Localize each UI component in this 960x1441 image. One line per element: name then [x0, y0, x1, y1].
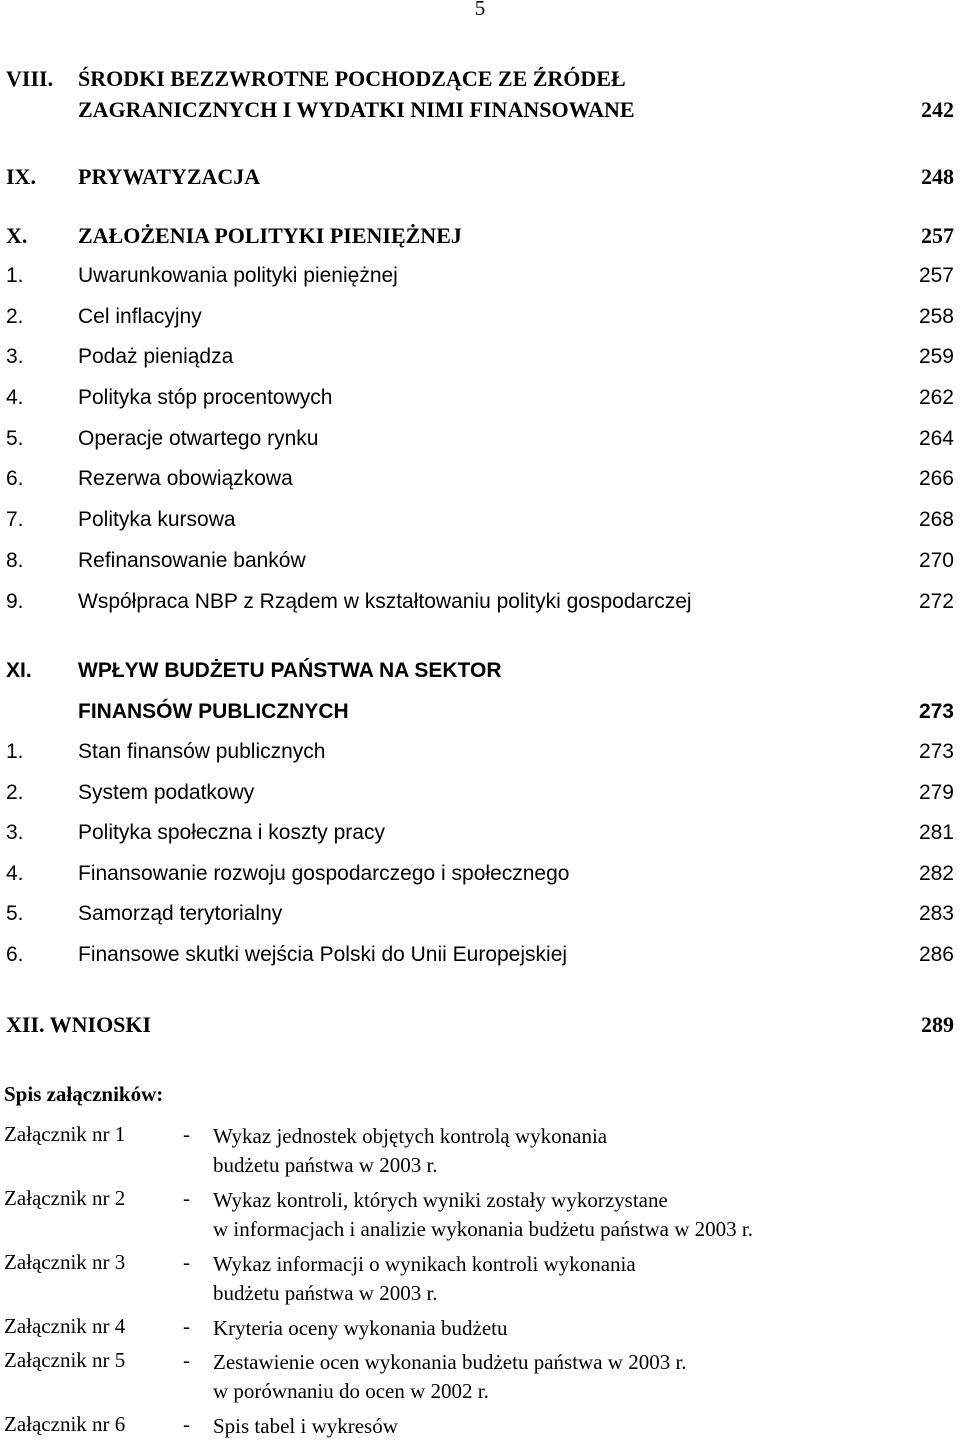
- item-page: 259: [918, 345, 954, 368]
- item-title: Samorząd terytorialny: [78, 902, 283, 925]
- item-page: 283: [918, 902, 954, 925]
- attachment-label: Załącznik nr 6: [4, 1412, 126, 1436]
- item-page: 279: [918, 781, 954, 804]
- item-title: Refinansowanie banków: [78, 549, 306, 572]
- attachment-description-line-2: budżetu państwa w 2003 r.: [213, 1153, 438, 1177]
- item-title: Polityka kursowa: [78, 508, 236, 531]
- section-page: 248: [921, 164, 954, 189]
- item-number: 3.: [6, 345, 24, 368]
- attachment-dash: -: [183, 1250, 190, 1274]
- toc-item: [0, 508, 960, 538]
- item-page: 257: [918, 264, 954, 287]
- item-title: System podatkowy: [78, 781, 255, 804]
- attachment-description-line-2: budżetu państwa w 2003 r.: [213, 1281, 438, 1305]
- toc-item: [0, 862, 960, 892]
- section-page: 273: [918, 700, 954, 723]
- section-title-line-1: WPŁYW BUDŻETU PAŃSTWA NA SEKTOR: [78, 659, 502, 682]
- toc-section-xii: [0, 1012, 960, 1042]
- item-title: Stan finansów publicznych: [78, 740, 326, 763]
- attachment-description-line-1: Wykaz kontroli, których wyniki zostały wykorzystane: [213, 1188, 668, 1212]
- toc-item: [0, 305, 960, 335]
- attachment-description-line-2: w informacjach i analizie wykonania budżetu państwa w 2003 r.: [213, 1217, 753, 1241]
- attachment-dash: -: [183, 1412, 190, 1436]
- item-page: 266: [918, 467, 954, 490]
- item-page: 268: [918, 508, 954, 531]
- item-number: 9.: [6, 590, 24, 613]
- item-number: 6.: [6, 943, 24, 966]
- item-number: 8.: [6, 549, 24, 572]
- page-number: 5: [474, 0, 486, 20]
- toc-item: [0, 386, 960, 416]
- item-number: 6.: [6, 467, 24, 490]
- item-title: Uwarunkowania polityki pieniężnej: [78, 264, 398, 287]
- item-title: Polityka stóp procentowych: [78, 386, 333, 409]
- attachment-label: Załącznik nr 3: [4, 1250, 126, 1274]
- section-title: PRYWATYZACJA: [78, 164, 261, 189]
- item-title: Podaż pieniądza: [78, 345, 234, 368]
- toc-item: [0, 902, 960, 932]
- section-page: 289: [921, 1012, 954, 1037]
- attachment-description-line-1: Kryteria oceny wykonania budżetu: [213, 1316, 508, 1340]
- item-number: 3.: [6, 821, 24, 844]
- toc-section-ix: [0, 164, 960, 194]
- item-page: 281: [918, 821, 954, 844]
- item-page: 262: [918, 386, 954, 409]
- section-title-line-2: FINANSÓW PUBLICZNYCH: [78, 700, 349, 723]
- toc-item: [0, 549, 960, 579]
- section-title-line-2: ZAGRANICZNYCH I WYDATKI NIMI FINANSOWANE: [78, 97, 635, 122]
- toc-item: [0, 781, 960, 811]
- item-page: 286: [918, 943, 954, 966]
- attachment-description-line-1: Spis tabel i wykresów: [213, 1414, 398, 1438]
- toc-item: [0, 821, 960, 851]
- attachment-label: Załącznik nr 4: [4, 1314, 126, 1338]
- item-title: Finansowanie rozwoju gospodarczego i społecznego: [78, 862, 570, 885]
- item-page: 272: [918, 590, 954, 613]
- item-page: 273: [918, 740, 954, 763]
- item-number: 2.: [6, 781, 24, 804]
- section-number: VIII.: [6, 66, 54, 91]
- item-number: 4.: [6, 386, 24, 409]
- item-number: 1.: [6, 740, 24, 763]
- attachment-dash: -: [183, 1186, 190, 1210]
- attachment-dash: -: [183, 1314, 190, 1338]
- section-page: 257: [921, 223, 954, 248]
- item-number: 5.: [6, 902, 24, 925]
- toc-item: [0, 590, 960, 620]
- item-page: 264: [918, 427, 954, 450]
- toc-item: [0, 345, 960, 375]
- toc-section-x: [0, 223, 960, 253]
- section-number: XI.: [6, 659, 32, 682]
- item-number: 5.: [6, 427, 24, 450]
- item-number: 4.: [6, 862, 24, 885]
- attachments-heading: Spis załączników:: [4, 1082, 164, 1106]
- item-title: Współpraca NBP z Rządem w kształtowaniu polityki gospodarczej: [78, 590, 692, 613]
- attachment-label: Załącznik nr 2: [4, 1186, 126, 1210]
- item-page: 258: [918, 305, 954, 328]
- item-title: Cel inflacyjny: [78, 305, 202, 328]
- toc-item: [0, 427, 960, 457]
- item-title: Polityka społeczna i koszty pracy: [78, 821, 385, 844]
- item-title: Rezerwa obowiązkowa: [78, 467, 293, 490]
- attachment-dash: -: [183, 1122, 190, 1146]
- section-title: XII. WNIOSKI: [6, 1012, 152, 1037]
- toc-item: [0, 467, 960, 497]
- toc-item: [0, 943, 960, 973]
- attachment-label: Załącznik nr 5: [4, 1348, 126, 1372]
- item-page: 270: [918, 549, 954, 572]
- item-title: Finansowe skutki wejścia Polski do Unii Europejskiej: [78, 943, 568, 966]
- section-number: IX.: [6, 164, 36, 189]
- section-page: 242: [921, 97, 954, 122]
- attachment-description-line-1: Wykaz informacji o wynikach kontroli wykonania: [213, 1252, 636, 1276]
- item-title: Operacje otwartego rynku: [78, 427, 319, 450]
- toc-item: [0, 740, 960, 770]
- attachment-dash: -: [183, 1348, 190, 1372]
- section-title-line-1: ŚRODKI BEZZWROTNE POCHODZĄCE ZE ŹRÓDEŁ: [78, 66, 626, 91]
- section-title: ZAŁOŻENIA POLITYKI PIENIĘŻNEJ: [78, 223, 462, 248]
- attachment-description-line-2: w porównaniu do ocen w 2002 r.: [213, 1379, 489, 1403]
- section-number: X.: [6, 223, 28, 248]
- item-number: 7.: [6, 508, 24, 531]
- item-page: 282: [918, 862, 954, 885]
- attachment-description-line-1: Zestawienie ocen wykonania budżetu państwa w 2003 r.: [213, 1350, 687, 1374]
- toc-item: [0, 264, 960, 294]
- item-number: 1.: [6, 264, 24, 287]
- attachment-description-line-1: Wykaz jednostek objętych kontrolą wykonania: [213, 1124, 608, 1148]
- attachment-label: Załącznik nr 1: [4, 1122, 126, 1146]
- item-number: 2.: [6, 305, 24, 328]
